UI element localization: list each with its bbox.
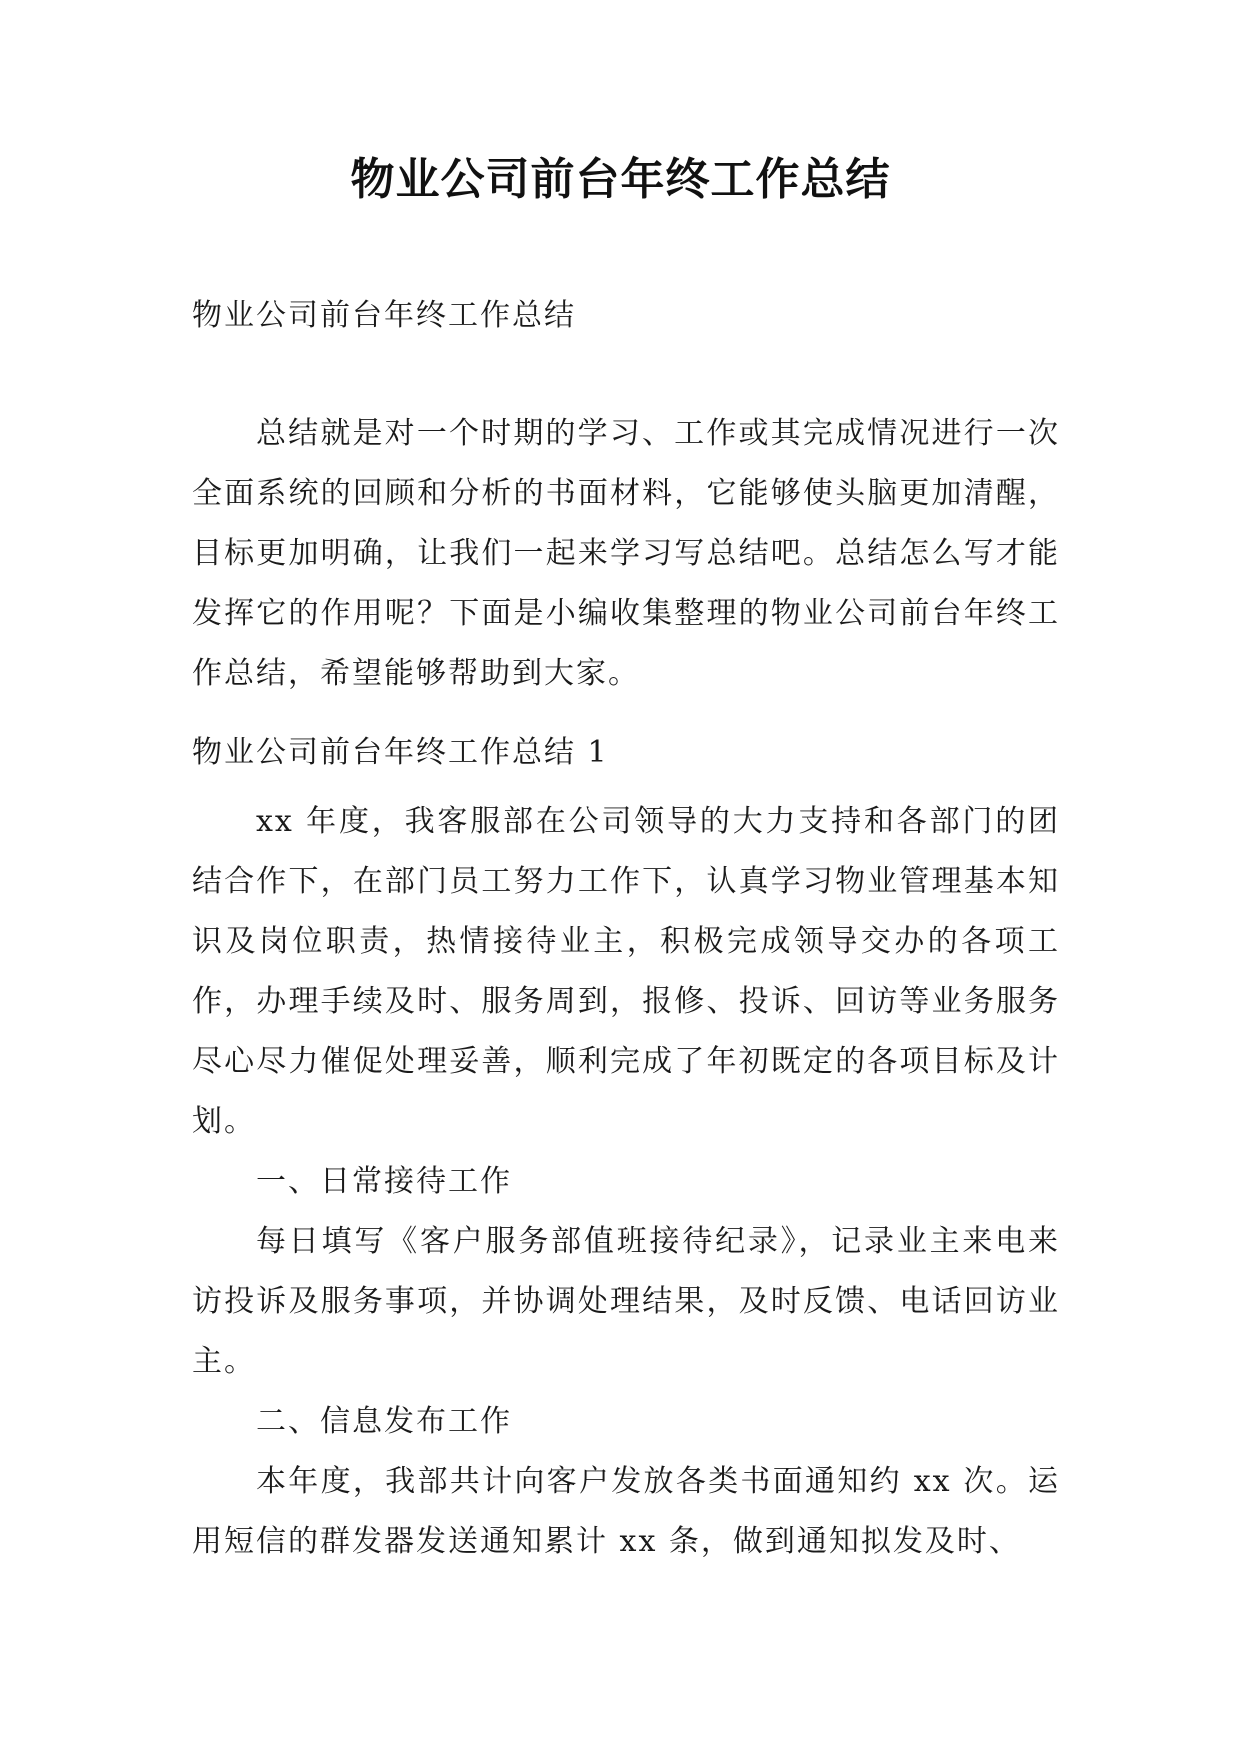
- section-heading-text: 物业公司前台年终工作总结 1: [192, 735, 609, 770]
- subheading-info-release: 二、信息发布工作: [256, 1404, 512, 1439]
- document-title: 物业公司前台年终工作总结: [350, 154, 891, 205]
- body-paragraph: xx 年度，我客服部在公司领导的大力支持和各部门的团结合作下，在部门员工努力工作下，认真学习物业管理基本知识及岗位职责，热情接待业主，积极完成领导交办的各项工作，办理手续及时、服务周到，报修、投诉、回访等业务服务尽心尽力催促处理妥善，顺利完成了年初既定的各项目标及计划。: [192, 804, 1060, 1139]
- body-paragraph: 每日填写《客户服务部值班接待纪录》，记录业主来电来访投诉及服务事项，并协调处理结果，及时反馈、电话回访业主。: [192, 1224, 1060, 1379]
- section-heading: [192, 723, 1060, 783]
- subheading-daily-reception: 一、日常接待工作: [256, 1164, 512, 1199]
- intro-text: 总结就是对一个时期的学习、工作或其完成情况进行一次全面系统的回顾和分析的书面材料，它能够使头脑更加清醒，目标更加明确，让我们一起来学习写总结吧。总结怎么写才能发挥它的作用呢？下面是小编收集整理的物业公司前台年终工作总结，希望能够帮助到大家。: [192, 416, 1060, 691]
- body-paragraph: 本年度，我部共计向客户发放各类书面通知约 xx 次。运用短信的群发器发送通知累计 xx 条，做到通知拟发及时、: [192, 1464, 1060, 1559]
- document-subtitle: [192, 286, 1060, 346]
- intro-paragraph: [192, 404, 1060, 704]
- subtitle-text: 物业公司前台年终工作总结: [192, 298, 576, 333]
- section-body: [192, 792, 1060, 1572]
